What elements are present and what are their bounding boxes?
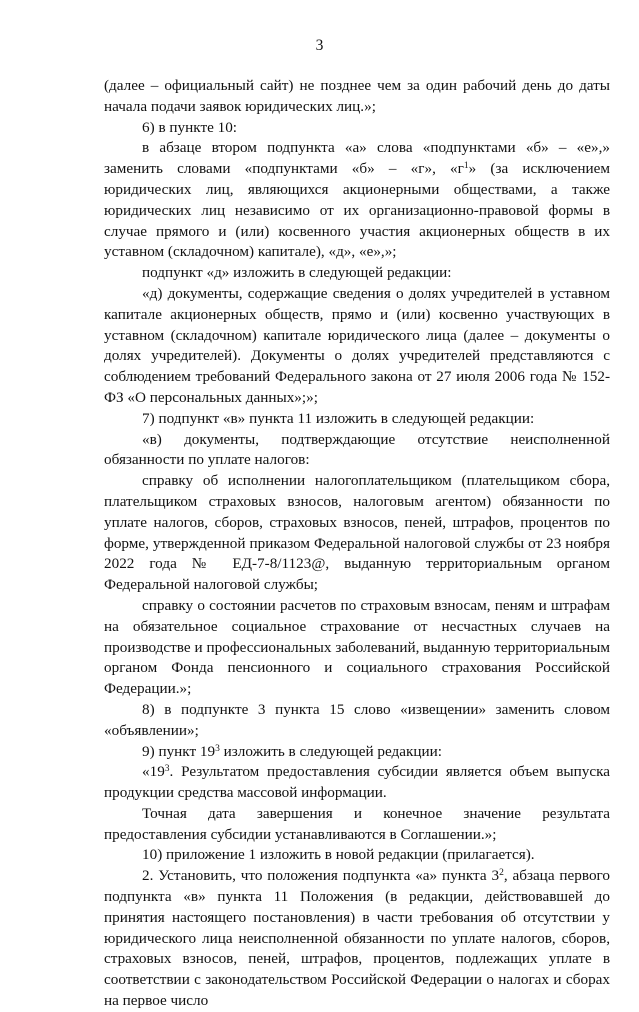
superscript: 1 — [463, 161, 469, 172]
paragraph-11 — [104, 742, 610, 763]
paragraph-2 — [104, 118, 610, 139]
paragraph-8 — [104, 471, 610, 596]
text-run: 9) пункт 19 — [142, 742, 216, 760]
text-run: справку о состоянии расчетов по страховым взносам, пеням и штрафам на обязательное социальное страхование от несчастных случаев на производстве и профессиональных заболеваний, выданную территориальным органом Фонда пенсионного и социального страхования Российской Федерации.»; — [104, 596, 610, 698]
text-run: «д) документы, содержащие сведения о долях учредителей в уставном капитале акционерных обществ, прямо и (или) косвенно участвующих в уставном (складочном) капитале юридического лица (далее – документы о долях учредителей). Документы о долях учредителей представляются с соблюдением требований Федерального закона от 27 июля 2006 года № 152-ФЗ «О персональных данных»;»; — [104, 284, 610, 406]
paragraph-3 — [104, 138, 610, 263]
text-run: 8) в подпункте 3 пункта 15 слово «извещении» заменить словом «объявлении»; — [104, 700, 610, 739]
text-run: изложить в следующей редакции: — [219, 742, 442, 760]
paragraph-4 — [104, 263, 610, 284]
paragraph-13 — [104, 804, 610, 846]
page-number: 3 — [315, 37, 324, 54]
text-run: , абзаца первого подпункта «в» пункта 11 Положения (в редакции, действовавшей до принятия настоящего постановления) в части требования об отсутствии у юридического лица неисполненной обязанности по уплате налогов, сборов, страховых взносов, пеней, штрафов, процентов, подлежащих уплате в соответствии с законодательством Российской Федерации о налогах и сборах на первое число — [104, 867, 610, 1010]
text-run: (далее – официальный сайт) не позднее чем за один рабочий день до даты начала подачи заявок юридических лиц.»; — [104, 77, 610, 115]
paragraph-1 — [104, 76, 610, 118]
text-run: 2. Установить, что положения подпункта «а» пункта 3 — [142, 867, 500, 885]
superscript: 2 — [499, 868, 504, 879]
paragraph-9 — [104, 596, 610, 700]
text-run: » (за исключением юридических лиц, являющихся акционерными обществами, а также юридических лиц независимо от их организационно-правовой формы в случае прямого и (или) косвенного участия акционерных обществ в их уставном (складочном) капитале), «д», «е»,»; — [104, 160, 610, 261]
text-run: «19 — [142, 763, 165, 781]
text-run: справку об исполнении налогоплательщиком (плательщиком сбора, плательщиком страховых взносов, налоговым агентом) обязанности по уплате налогов, сборов, страховых взносов, пеней, штрафов, процентов по форме, утвержденной приказом Федеральной налоговой службы от 23 ноября 2022 года № ЕД-7-8/1123@, выданную территориальным органом Федеральной налоговой службы; — [104, 472, 610, 594]
text-run: в абзаце втором подпункта «а» слова «подпунктами «б» – «е»,» заменить словами «подпунктами «б» – «г», «г — [104, 139, 610, 178]
text-run: Точная дата завершения и конечное значение результата предоставления субсидии устанавливаются в Соглашении.»; — [104, 804, 610, 843]
paragraph-6 — [104, 409, 610, 430]
document-body — [104, 76, 610, 1012]
paragraph-15 — [104, 866, 610, 1012]
text-run: 7) подпункт «в» пункта 11 изложить в следующей редакции: — [142, 409, 535, 427]
paragraph-14 — [104, 845, 610, 866]
text-run: . Результатом предоставления субсидии является объем выпуска продукции средства массовой информации. — [104, 763, 610, 802]
superscript: 3 — [215, 743, 220, 754]
paragraph-5 — [104, 284, 610, 409]
text-run: 10) приложение 1 изложить в новой редакции (прилагается). — [142, 846, 535, 864]
text-run: подпункт «д» изложить в следующей редакции: — [142, 264, 452, 282]
superscript: 3 — [164, 764, 170, 775]
text-run: 6) в пункте 10: — [142, 118, 238, 136]
paragraph-10 — [104, 700, 610, 742]
text-run: «в) документы, подтверждающие отсутствие неисполненной обязанности по уплате налогов: — [104, 430, 610, 469]
paragraph-7 — [104, 430, 610, 472]
paragraph-12 — [104, 762, 610, 804]
